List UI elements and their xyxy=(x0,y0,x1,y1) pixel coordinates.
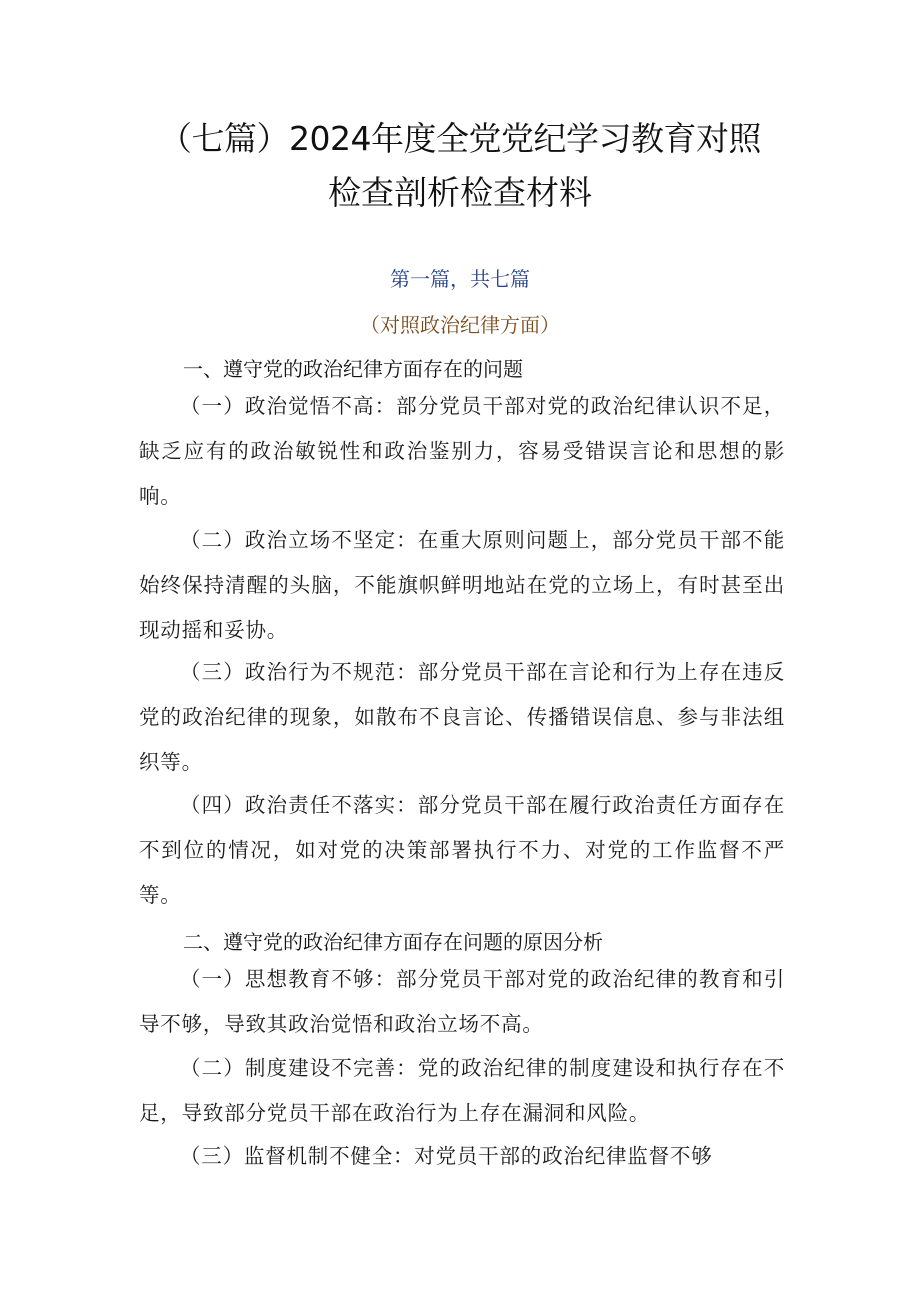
section2-item-1: （一）思想教育不够：部分党员干部对党的政治纪律的教育和引导不够，导致其政治觉悟和政治立场不高。 xyxy=(139,967,785,1036)
part-title: 第一篇，共七篇 xyxy=(390,267,530,291)
document-title-line2: 检查剖析检查材料 xyxy=(328,173,592,212)
section1-item-2: （二）政治立场不坚定：在重大原则问题上，部分党员干部不能始终保持清醒的头脑，不能旗帜鲜明地站在党的立场上，有时甚至出现动摇和妥协。 xyxy=(139,528,785,642)
section2-item-2: （二）制度建设不完善：党的政治纪律的制度建设和执行存在不足，导致部分党员干部在政治行为上存在漏洞和风险。 xyxy=(139,1056,785,1125)
section2-heading: 二、遵守党的政治纪律方面存在问题的原因分析 xyxy=(183,930,603,954)
part-subtitle: （对照政治纪律方面） xyxy=(360,313,560,337)
section1-heading: 一、遵守党的政治纪律方面存在的问题 xyxy=(183,357,523,381)
section1-item-3: （三）政治行为不规范：部分党员干部在言论和行为上存在违反党的政治纪律的现象，如散布不良言论、传播错误信息、参与非法组织等。 xyxy=(139,660,785,774)
section2-item-3: （三）监督机制不健全：对党员干部的政治纪律监督不够 xyxy=(180,1144,713,1168)
section1-item-1: （一）政治觉悟不高：部分党员干部对党的政治纪律认识不足，缺乏应有的政治敏锐性和政治鉴别力，容易受错误言论和思想的影响。 xyxy=(139,394,785,508)
section1-item-4: （四）政治责任不落实：部分党员干部在履行政治责任方面存在不到位的情况，如对党的决策部署执行不力、对党的工作监督不严等。 xyxy=(139,793,785,907)
document-title-line1: （七篇）2024年度全党党纪学习教育对照 xyxy=(159,119,761,158)
